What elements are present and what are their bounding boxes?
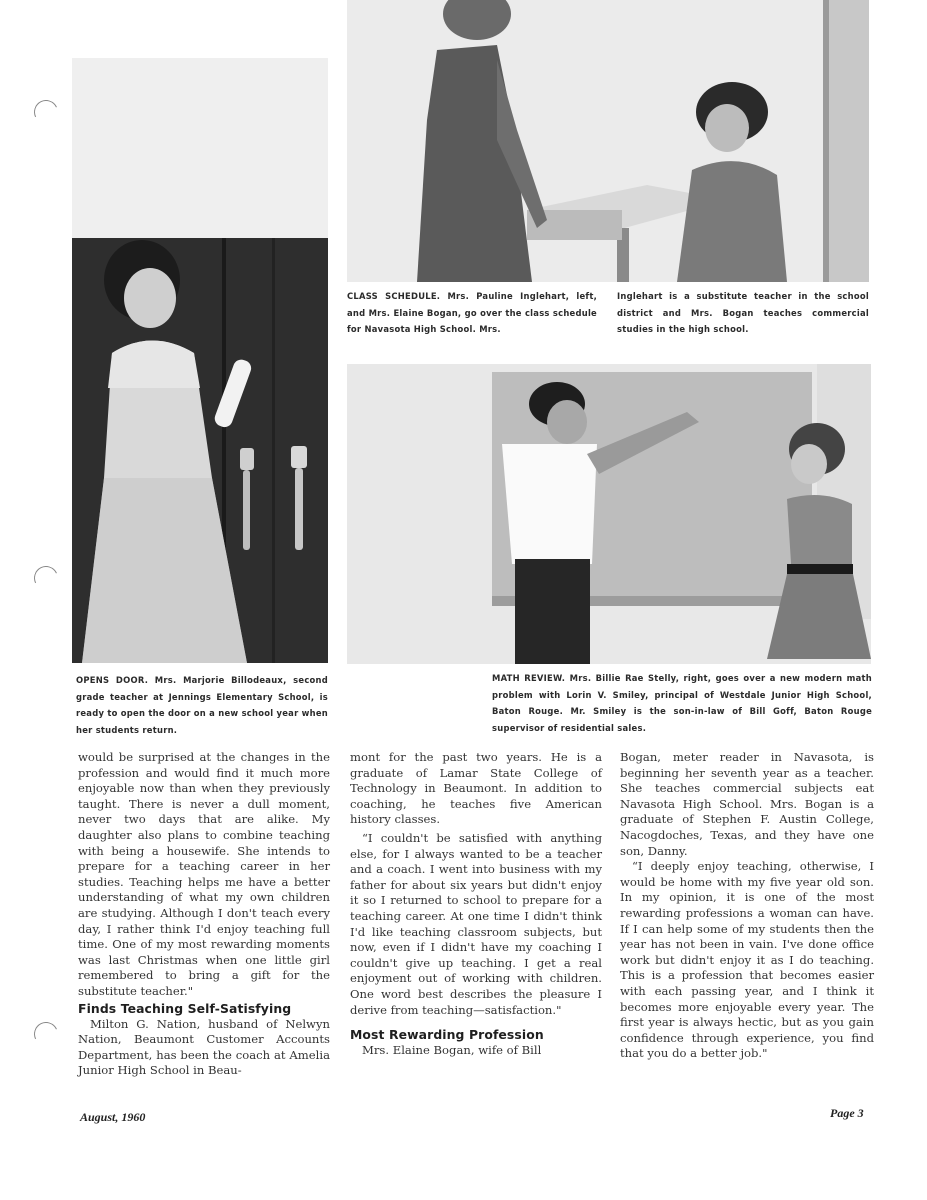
section-heading: Most Rewarding Profession xyxy=(350,1027,544,1043)
article-column-3 xyxy=(620,750,874,1062)
article-paragraph: Mrs. Elaine Bogan, wife of Bill xyxy=(362,1043,542,1058)
opens-door-illustration xyxy=(72,58,328,663)
binder-hole-mark xyxy=(31,97,62,128)
page-number: Page 3 xyxy=(830,1106,864,1120)
article-paragraph: “I couldn't be satisfied with anything else, for I always wanted to be a teacher and a coach. I went into business with my father for about six years but didn't enjoy it so I returned to school to prepare for a teaching career. At one time I didn't think I'd like teaching classroom subjects, but now, even if I didn't have my coaching I couldn't give up teaching. I get a real enjoyment out of working with children. One word best describes the pleasure I derive from teaching—satisfaction." xyxy=(350,830,602,1017)
caption-text: Inglehart is a substitute teacher in the school district and Mrs. Bogan teaches commercial studies in the high school. xyxy=(617,291,869,334)
caption-text: Mrs. Pauline Inglehart, left, and Mrs. Elaine Bogan, go over the class schedule for Navasota High School. Mrs. xyxy=(347,291,597,334)
caption-lead: OPENS DOOR. xyxy=(76,675,149,685)
math-review-caption xyxy=(492,670,872,736)
opens-door-caption xyxy=(76,672,328,738)
article-paragraph: Milton G. Nation, husband of Nelwyn Nation, Beaumont Customer Accounts Department, has been the coach at Amelia Junior High School in Beau- xyxy=(78,1016,330,1078)
opens-door-photo xyxy=(72,58,328,663)
article-column-2 xyxy=(350,750,602,1059)
class-schedule-caption-right xyxy=(617,288,869,338)
article-paragraph: Bogan, meter reader in Navasota, is beginning her seventh year as a teacher. She teaches commercial subjects eat Navasota High School. Mrs. Bogan is a graduate of Stephen F. Austin College, Nacogdoches, Texas, and they have one son, Danny. xyxy=(620,750,874,858)
math-review-photo xyxy=(347,364,871,664)
binder-hole-mark xyxy=(31,1019,62,1050)
class-schedule-caption-left xyxy=(347,288,597,338)
caption-text: Mrs. Billie Rae Stelly, right, goes over a new modern math problem with Lorin V. Smiley, principal of Westdale Junior High School, Baton Rouge. Mr. Smiley is the son-in-law of Bill Goff, Baton Rouge supervisor of residential sales. xyxy=(492,673,873,733)
class-schedule-illustration xyxy=(347,0,869,282)
class-schedule-photo xyxy=(347,0,869,282)
article-paragraph: would be surprised at the changes in the profession and would find it much more enjoyable now than when they previously taught. There is never a dull moment, never two days that are alike. My daughter also plans to combine teaching with being a housewife. She intends to prepare for a teaching career in her studies. Teaching helps me have a better understanding of what my own children are studying. Although I don't teach every day, I rather think I'd enjoy teaching full time. One of my most rewarding moments was last Christmas when one little girl remembered to bring a gift for the substitute teacher." xyxy=(78,750,330,998)
caption-lead: CLASS SCHEDULE. xyxy=(347,291,441,301)
caption-lead: MATH REVIEW. xyxy=(492,673,566,683)
section-heading: Finds Teaching Self-Satisfying xyxy=(78,1000,292,1016)
article-paragraph: mont for the past two years. He is a graduate of Lamar State College of Technology in Beaumont. In addition to coaching, he teaches five American history classes. xyxy=(350,750,602,827)
article-paragraph: “I deeply enjoy teaching, otherwise, I would be home with my five year old son. In my opinion, it is one of the most rewarding professions a woman can have. If I can help some of my students then the year has not been in vain. I've done office work but didn't enjoy it as I do teaching. This is a profession that becomes easier with each passing year, and I think it becomes more enjoyable every year. The first year is always hectic, but as you gain confidence through experience, you find that you do a better job." xyxy=(620,859,874,1061)
binder-hole-mark xyxy=(31,563,62,594)
caption-text: Mrs. Marjorie Billodeaux, second grade teacher at Jennings Elementary School, is ready to open the door on a new school year when her students return. xyxy=(76,675,328,735)
issue-date: August, 1960 xyxy=(80,1110,146,1124)
article-column-1 xyxy=(78,750,330,1079)
math-review-illustration xyxy=(347,364,871,664)
